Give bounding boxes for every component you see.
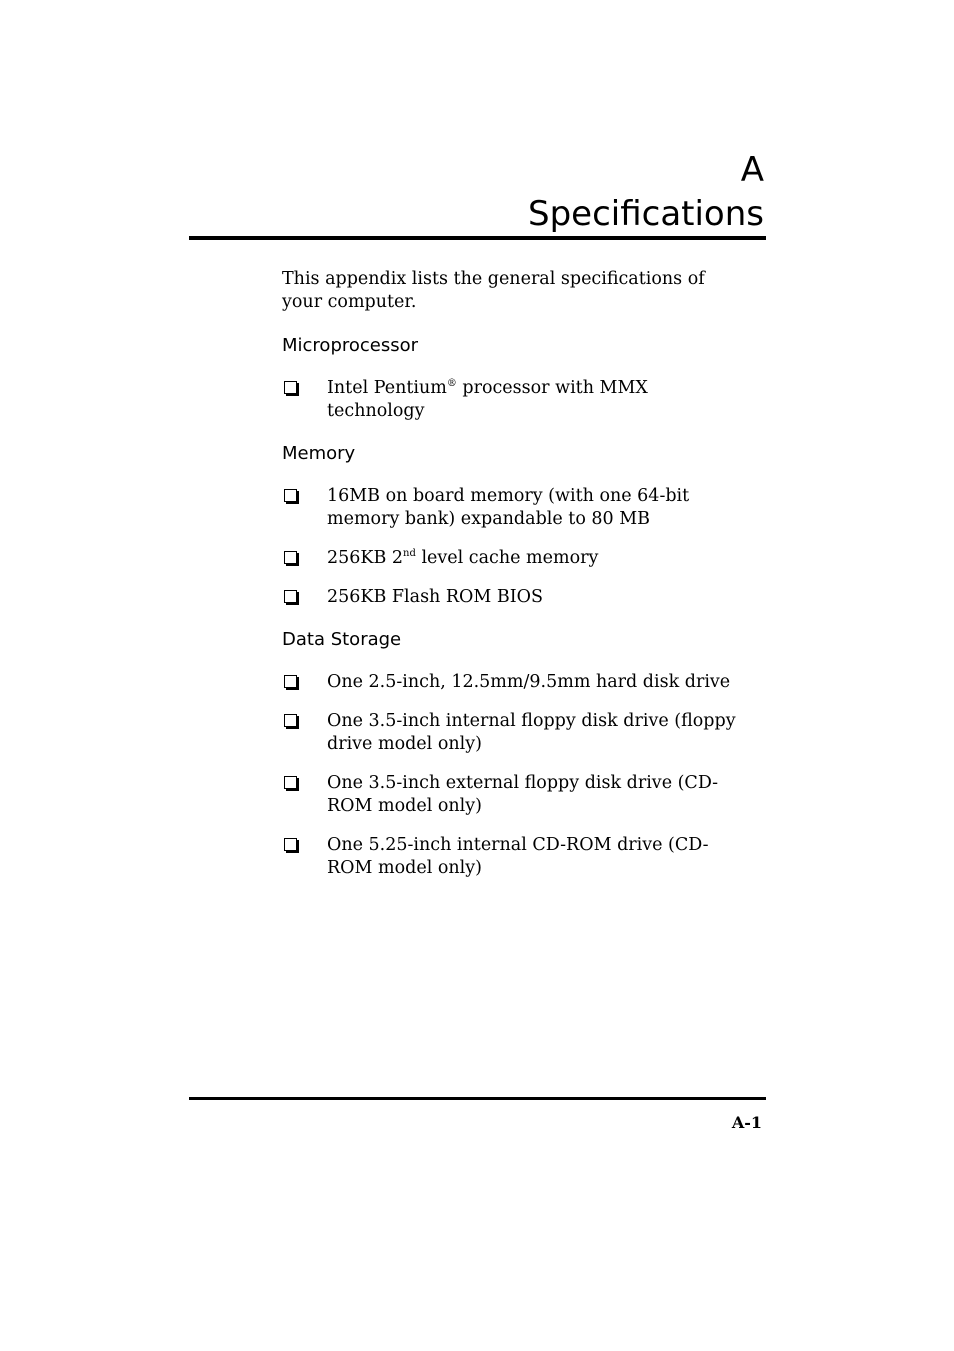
checkbox-bullet-icon bbox=[284, 381, 297, 394]
item-text: 16MB on board memory (with one 64-bit memory bank) expandable to 80 MB bbox=[327, 486, 690, 529]
intro-paragraph: This appendix lists the general specifications of your computer. bbox=[282, 269, 705, 312]
registered-mark: ® bbox=[446, 378, 457, 390]
list-item bbox=[282, 772, 742, 818]
checkbox-bullet-icon bbox=[284, 776, 297, 789]
item-text: Intel Pentium bbox=[327, 378, 447, 398]
item-text: One 3.5-inch internal floppy disk drive (floppy drive model only) bbox=[327, 711, 736, 754]
item-text: processor with MMX technology bbox=[327, 378, 648, 421]
chapter-title: Specifications bbox=[527, 194, 764, 234]
item-text: One 3.5-inch external floppy disk drive (CD-ROM model only) bbox=[327, 773, 719, 816]
item-text: level cache memory bbox=[415, 548, 599, 568]
data-storage-list bbox=[282, 671, 742, 880]
chapter-letter: A bbox=[740, 150, 764, 190]
item-text: 256KB Flash ROM BIOS bbox=[327, 587, 543, 607]
checkbox-bullet-icon bbox=[284, 714, 297, 727]
checkbox-bullet-icon bbox=[284, 675, 297, 688]
memory-list bbox=[282, 485, 742, 609]
list-item bbox=[282, 485, 742, 531]
checkbox-bullet-icon bbox=[284, 838, 297, 851]
checkbox-bullet-icon bbox=[284, 489, 297, 502]
checkbox-bullet-icon bbox=[284, 551, 297, 564]
header-rule bbox=[189, 236, 766, 240]
checkbox-bullet-icon bbox=[284, 590, 297, 603]
microprocessor-list bbox=[282, 377, 742, 423]
list-item bbox=[282, 834, 742, 880]
item-text: One 5.25-inch internal CD-ROM drive (CD-ROM model only) bbox=[327, 835, 709, 878]
list-item bbox=[282, 547, 742, 570]
page-content bbox=[282, 268, 742, 899]
list-item bbox=[282, 710, 742, 756]
section-heading-data-storage: Data Storage bbox=[282, 629, 402, 650]
list-item bbox=[282, 377, 742, 423]
section-heading-memory: Memory bbox=[282, 443, 356, 464]
list-item bbox=[282, 586, 742, 609]
page-number: A-1 bbox=[731, 1113, 762, 1132]
list-item bbox=[282, 671, 742, 694]
section-heading-microprocessor: Microprocessor bbox=[282, 335, 419, 356]
footer-rule bbox=[189, 1097, 766, 1100]
ordinal-suffix: nd bbox=[403, 548, 416, 560]
item-text: 256KB 2 bbox=[327, 548, 404, 568]
item-text: One 2.5-inch, 12.5mm/9.5mm hard disk drive bbox=[327, 672, 731, 692]
